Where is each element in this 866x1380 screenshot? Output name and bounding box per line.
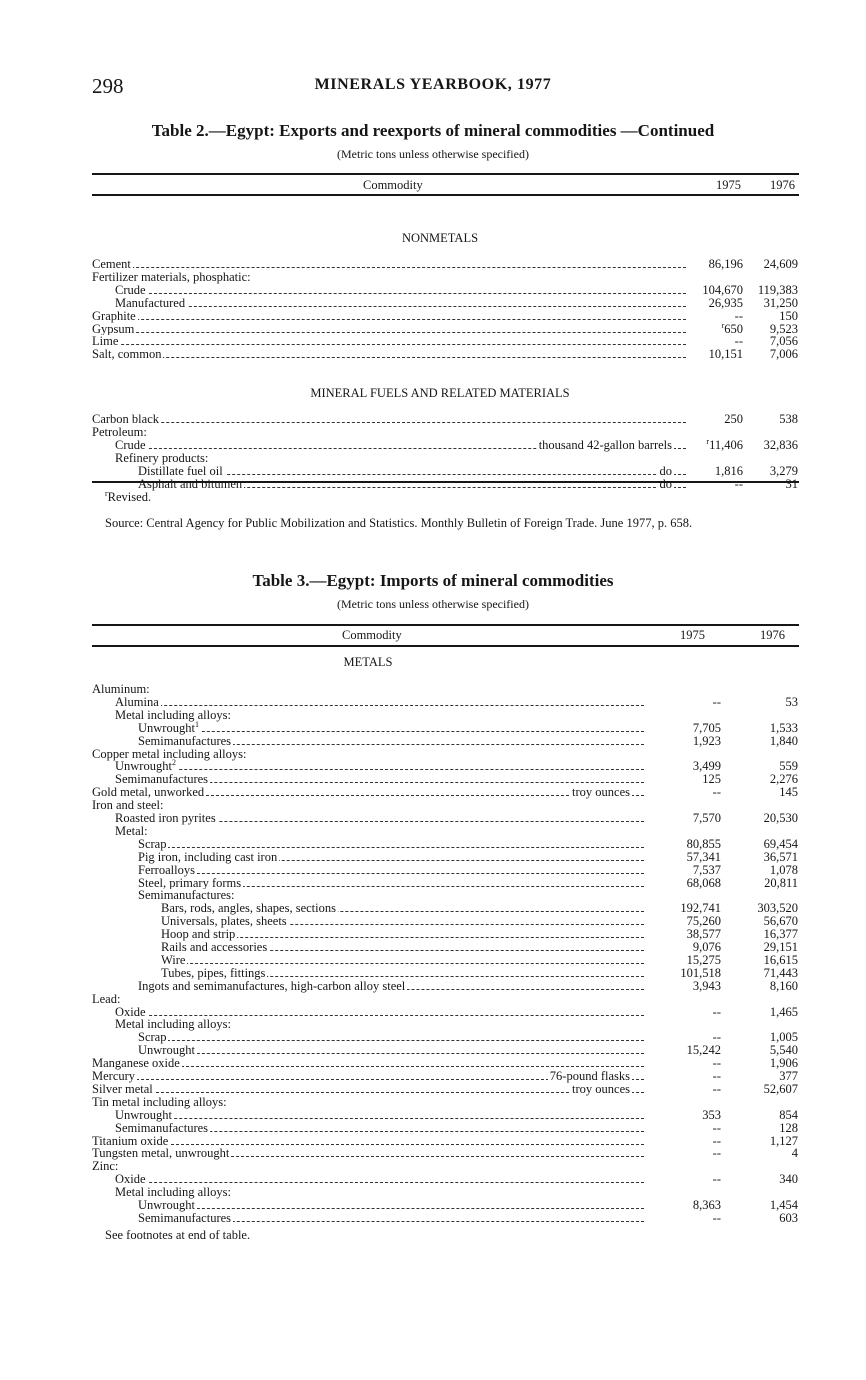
dot-leader	[96, 267, 686, 268]
value-1976: 56,670	[763, 914, 798, 929]
value-1976: 3,279	[769, 463, 798, 478]
row-label: Asphalt and bitumen	[138, 476, 243, 491]
revised-mark: r	[706, 437, 710, 446]
value-1976: 7,006	[769, 347, 798, 362]
dot-leader	[119, 306, 686, 307]
row-label: Unwrought$^2$	[115, 758, 176, 774]
table3-row	[92, 1057, 799, 1070]
running-head: MINERALS YEARBOOK, 1977	[314, 76, 552, 93]
value-1975: 9,076	[692, 940, 721, 954]
value-1976: 854	[779, 1107, 798, 1122]
value-1976: 52,607	[763, 1081, 798, 1096]
row-label: Fertilizer materials, phosphatic:	[92, 269, 251, 284]
value-1976: 24,609	[763, 257, 798, 271]
value-1975: --	[734, 476, 743, 491]
table2-top-rule	[92, 173, 799, 175]
dot-leader	[119, 293, 686, 294]
value-1976: 1,454	[769, 1198, 798, 1212]
table3-row	[92, 1122, 799, 1135]
value-1976: 16,377	[763, 927, 798, 942]
row-label: Distillate fuel oil	[138, 463, 223, 478]
table3-subtitle: (Metric tons unless otherwise specified)	[337, 597, 529, 611]
value-1975: 10,151	[708, 347, 743, 362]
row-label: Titanium oxide	[92, 1133, 169, 1148]
dot-leader	[142, 1053, 644, 1054]
value-1975: 8,363	[692, 1198, 721, 1212]
dot-leader	[119, 1118, 644, 1119]
value-1976: 9,523	[769, 321, 798, 336]
row-label: Tubes, pipes, fittings	[161, 965, 266, 980]
value-1975: 250	[724, 412, 743, 427]
row-label: Hoop and strip	[161, 927, 236, 942]
unit-label: troy ounces	[572, 785, 630, 800]
value-1975: --	[712, 1210, 721, 1225]
row-label: Alumina	[115, 694, 159, 709]
dot-leader	[96, 332, 686, 333]
value-1976: 4	[791, 1146, 798, 1161]
row-label: Cement	[92, 257, 131, 271]
table3-row	[92, 1018, 799, 1031]
value-1976: 20,811	[764, 875, 798, 890]
value-1976: 71,443	[763, 965, 798, 980]
row-label: Carbon black	[92, 412, 159, 427]
value-1976: 36,571	[763, 849, 798, 864]
value-1975: --	[712, 694, 721, 709]
value-1976: 1,465	[769, 1004, 798, 1019]
unit-label: do	[659, 463, 672, 478]
value-1975: 192,741	[680, 901, 721, 916]
value-1975: --	[712, 785, 721, 800]
table2-section-heading: MINERAL FUELS AND RELATED MATERIALS	[310, 386, 570, 401]
value-1976: 1,906	[769, 1056, 798, 1071]
value-1976: 119,383	[757, 282, 798, 297]
row-label: Lead:	[92, 991, 121, 1006]
table3-row	[92, 1044, 799, 1057]
row-label: Mercury	[92, 1069, 136, 1083]
unit-label: do	[659, 476, 672, 491]
value-1976: 2,276	[769, 772, 798, 787]
dot-leader	[96, 422, 686, 423]
row-label: Ingots and semimanufactures, high-carbon alloy steel	[138, 978, 406, 993]
row-label: Scrap	[138, 836, 167, 851]
value-1976: 1,840	[769, 733, 798, 748]
table2-row	[92, 310, 799, 323]
value-1975: 68,068	[686, 875, 721, 890]
table2-row	[92, 284, 799, 297]
dot-leader	[96, 1092, 644, 1093]
row-label: Ferroalloys	[138, 862, 195, 877]
value-1975: 15,242	[686, 1043, 721, 1058]
table3-row	[92, 683, 799, 696]
dot-leader	[96, 319, 686, 320]
value-1976: 340	[779, 1172, 798, 1187]
row-label: Metal including alloys:	[115, 707, 231, 722]
dot-leader	[96, 344, 686, 345]
row-label: Metal including alloys:	[115, 1017, 231, 1032]
value-1976: 8,160	[769, 978, 798, 993]
table3-section-heading: METALS	[343, 655, 393, 669]
value-1976: 1,533	[769, 720, 798, 735]
dot-leader	[142, 873, 644, 874]
table3-top-rule	[92, 624, 799, 626]
unit-label: 76-pound flasks	[549, 1069, 630, 1083]
value-1975: 353	[702, 1107, 721, 1122]
row-label: Universals, plates, sheets	[161, 914, 287, 929]
value-1975: --	[712, 1120, 721, 1135]
table2-header-commodity: Commodity	[363, 178, 423, 192]
value-1975: 3,499	[692, 759, 721, 774]
value-1975: --	[712, 1146, 721, 1161]
value-1975: 7,537	[692, 862, 721, 877]
row-label: Salt, common	[92, 347, 162, 362]
footnote-ref: 2	[171, 758, 176, 768]
dot-leader	[119, 769, 644, 770]
row-label: Semimanufactures	[138, 1210, 232, 1225]
value-1975: 86,196	[708, 257, 743, 271]
value-1976: 1,005	[769, 1030, 798, 1045]
value-1975: --	[712, 1030, 721, 1045]
table3-row	[92, 980, 799, 993]
table2-header-1976: 1976	[770, 178, 795, 192]
table2-row	[92, 413, 799, 426]
row-label: Silver metal	[92, 1081, 153, 1096]
table2-title: Table 2.—Egypt: Exports and reexports of mineral commodities —Continued	[151, 121, 715, 140]
value-1975: --	[712, 1133, 721, 1148]
dot-leader	[142, 1208, 644, 1209]
table2-row	[92, 478, 799, 491]
table2-row	[92, 348, 799, 361]
table3-row	[92, 1147, 799, 1160]
table3-header-rule	[92, 645, 799, 647]
row-label: Wire	[161, 952, 186, 967]
row-label: Crude	[115, 282, 146, 297]
dot-leader	[119, 705, 644, 706]
value-1976: 16,615	[763, 952, 798, 967]
row-label: Semimanufactures	[115, 772, 209, 787]
dot-leader	[96, 357, 686, 358]
value-1975: 3,943	[692, 978, 721, 993]
row-label: Graphite	[92, 308, 136, 323]
row-label: Bars, rods, angles, shapes, sections	[161, 901, 336, 916]
row-label: Semimanufactures	[138, 733, 232, 748]
table2-row	[92, 335, 799, 348]
row-label: Unwrought	[138, 1198, 195, 1212]
row-label: Gold metal, unworked	[92, 785, 205, 800]
table3-row	[92, 812, 799, 825]
table3-title: Table 3.—Egypt: Imports of mineral commodities	[252, 571, 614, 590]
value-1975: --	[734, 334, 743, 349]
row-label: Scrap	[138, 1030, 167, 1045]
row-label: Unwrought$^1$	[138, 719, 199, 735]
value-1976: 150	[779, 308, 798, 323]
value-1975: 7,570	[692, 811, 721, 825]
row-label: Manganese oxide	[92, 1056, 180, 1071]
row-label: Gypsum	[92, 321, 135, 336]
row-label: Crude	[115, 438, 146, 452]
value-1975: 57,341	[686, 849, 721, 864]
value-1976: 31	[785, 476, 798, 491]
value-1975: $^r$11,406	[706, 437, 743, 452]
row-label: Steel, primary forms	[138, 875, 242, 890]
value-1976: 128	[779, 1120, 798, 1135]
value-1975: 26,935	[708, 295, 743, 310]
table3-row	[92, 993, 799, 1006]
value-1976: 538	[779, 412, 798, 427]
value-1976: 377	[779, 1069, 798, 1083]
table2-row	[92, 297, 799, 310]
row-label: Petroleum:	[92, 425, 147, 440]
row-label: Copper metal including alloys:	[92, 746, 247, 761]
row-label: Iron and steel:	[92, 798, 164, 813]
value-1975: 104,670	[702, 282, 743, 297]
value-1976: 20,530	[763, 811, 798, 825]
row-label: Tin metal including alloys:	[92, 1094, 227, 1109]
footnote-ref: 1	[194, 719, 199, 729]
value-1975: $^r$650	[721, 320, 743, 336]
value-1975: 80,855	[686, 836, 721, 851]
value-1975: 1,816	[714, 463, 743, 478]
dot-leader	[142, 731, 644, 732]
row-label: Semimanufactures	[115, 1120, 209, 1135]
row-label: Tungsten metal, unwrought	[92, 1146, 230, 1161]
table2-bottom-rule	[92, 481, 799, 483]
row-label: Zinc:	[92, 1159, 119, 1174]
value-1975: 15,275	[686, 952, 721, 967]
table3-header-1976: 1976	[760, 628, 785, 642]
value-1976: 559	[779, 759, 798, 774]
row-label: Refinery products:	[115, 450, 209, 465]
unit-label: thousand 42-gallon barrels	[538, 438, 672, 452]
row-label: Oxide	[115, 1004, 146, 1019]
table3-note: See footnotes at end of table.	[105, 1228, 251, 1242]
value-1975: --	[712, 1069, 721, 1083]
value-1976: 69,454	[763, 836, 798, 851]
table3-row	[92, 1096, 799, 1109]
value-1976: 1,078	[769, 862, 798, 877]
value-1975: 7,705	[692, 720, 721, 735]
value-1976: 32,836	[763, 438, 798, 452]
table2-row	[92, 271, 799, 284]
row-label: Unwrought	[138, 1043, 195, 1058]
table3-row	[92, 786, 799, 799]
value-1976: 5,540	[769, 1043, 798, 1058]
dot-leader	[96, 1144, 644, 1145]
value-1976: 603	[779, 1210, 798, 1225]
table3-row	[92, 1070, 799, 1083]
unit-label: troy ounces	[572, 1081, 630, 1096]
value-1975: --	[712, 1081, 721, 1096]
value-1976: 29,151	[763, 940, 798, 954]
table2-footnote: $^r$Revised.	[105, 489, 152, 504]
table2-section-heading: NONMETALS	[401, 231, 479, 245]
page-number: 298	[92, 74, 124, 98]
row-label: Lime	[92, 334, 119, 349]
table3-row	[92, 1212, 799, 1225]
row-label: Oxide	[115, 1172, 146, 1187]
table3-header-1975: 1975	[680, 628, 705, 642]
value-1976: 1,127	[769, 1133, 798, 1148]
dot-leader	[119, 1015, 644, 1016]
table2-header-1975: 1975	[716, 178, 741, 192]
value-1976: 31,250	[763, 295, 798, 310]
value-1975: --	[712, 1172, 721, 1187]
row-label: Manufactured	[115, 295, 186, 310]
dot-leader	[119, 1182, 644, 1183]
value-1975: 101,518	[680, 965, 721, 980]
dot-leader	[142, 847, 644, 848]
value-1976: 303,520	[757, 901, 798, 916]
row-label: Rails and accessories	[161, 940, 268, 954]
table2-row	[92, 320, 799, 336]
value-1975: 75,260	[686, 914, 721, 929]
value-1975: 1,923	[692, 733, 721, 748]
table2-header-rule	[92, 194, 799, 196]
row-label: Pig iron, including cast iron	[138, 849, 278, 864]
value-1975: 125	[702, 772, 721, 787]
row-label: Metal:	[115, 823, 148, 838]
row-label: Unwrought	[115, 1107, 172, 1122]
table3-row	[92, 1160, 799, 1173]
row-label: Metal including alloys:	[115, 1185, 231, 1200]
dot-leader	[165, 963, 644, 964]
row-label: Aluminum:	[92, 682, 150, 696]
table2-row	[92, 426, 799, 439]
value-1975: --	[712, 1004, 721, 1019]
value-1976: 7,056	[769, 334, 798, 349]
dot-leader	[142, 1040, 644, 1041]
value-1975: --	[734, 308, 743, 323]
row-label: Roasted iron pyrites	[115, 811, 216, 825]
value-1975: --	[712, 1056, 721, 1071]
value-1976: 145	[779, 785, 798, 800]
row-label: Semimanufactures:	[138, 888, 235, 903]
table2-subtitle: (Metric tons unless otherwise specified)	[337, 147, 529, 161]
revised-mark: r	[721, 320, 725, 330]
value-1975: 38,577	[686, 927, 721, 942]
value-1976: 53	[785, 694, 798, 709]
table3-header-commodity: Commodity	[342, 628, 402, 642]
table2-source: Source: Central Agency for Public Mobilization and Statistics. Monthly Bulletin of Foreign Trade. June 1977, p. 658.	[105, 516, 693, 530]
